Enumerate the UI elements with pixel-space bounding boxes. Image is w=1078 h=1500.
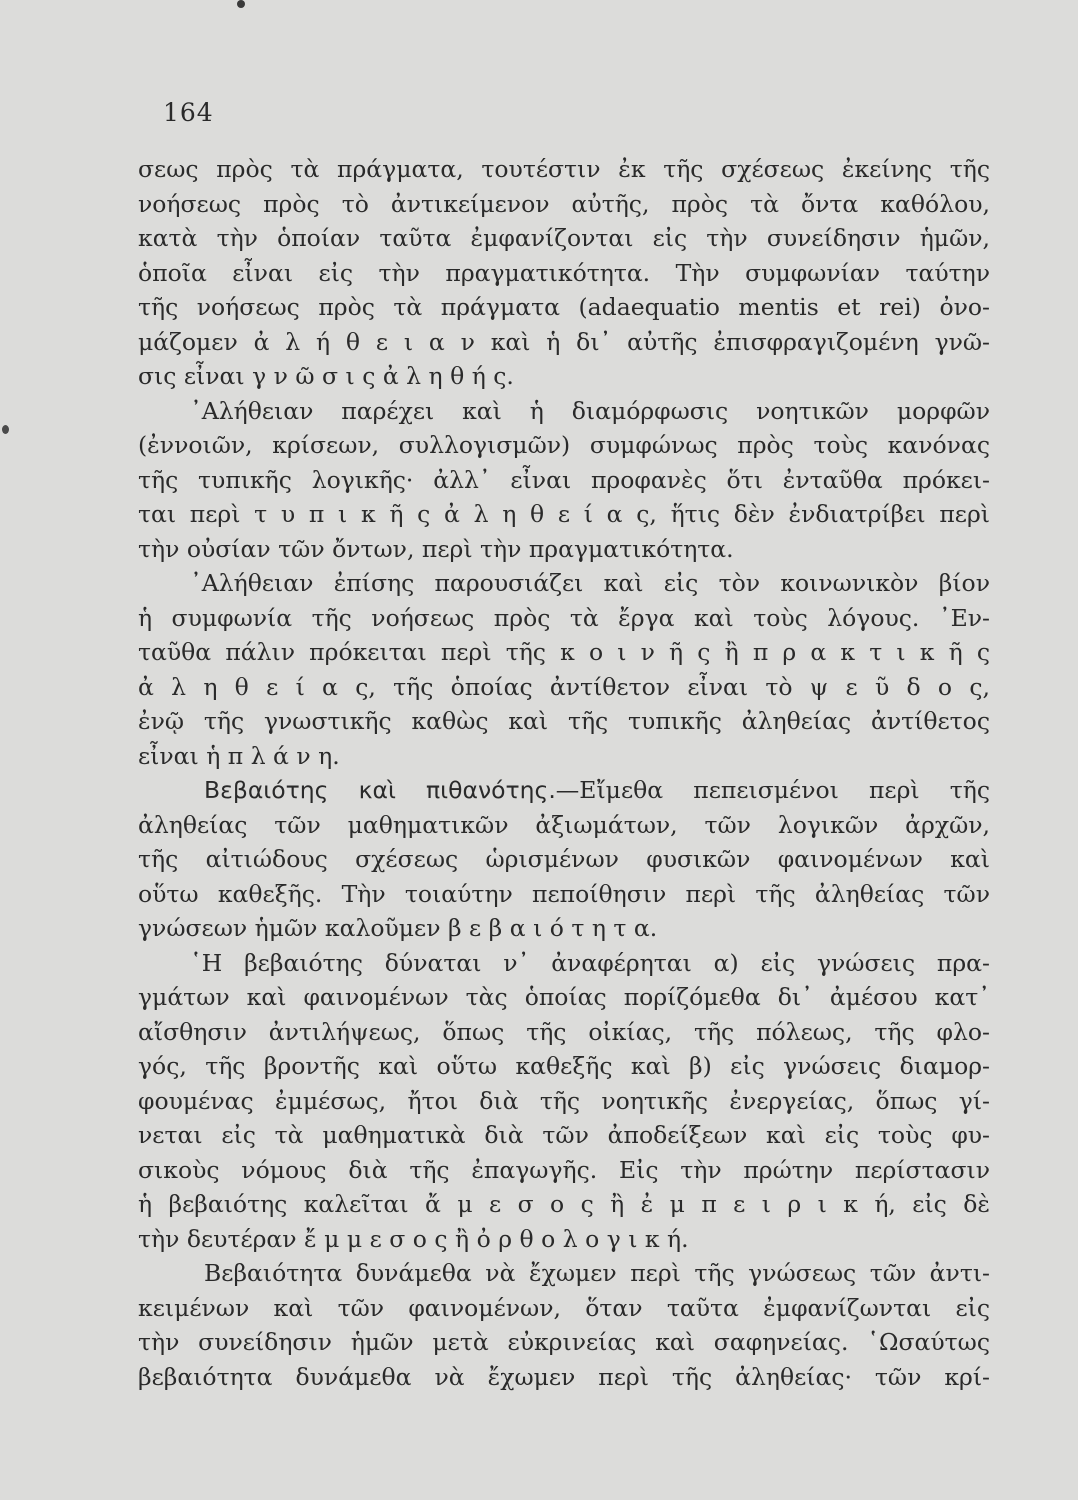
text-line: σεως πρὸς τὰ πράγματα, τουτέστιν ἐκ τῆς σχέσεως ἐκείνης τῆς <box>138 155 990 183</box>
text-line: τῆς νοήσεως πρὸς τὰ πράγματα (adaequatio mentis et rei) ὀνο- <box>138 293 990 321</box>
text-line: ἀ λ η θ ε ί α ς, τῆς ὁποίας ἀντίθετον εἶναι τὸ ψ ε ῦ δ ο ς, <box>138 672 990 701</box>
text-line: βεβαιότητα δυνάμεθα νὰ ἔχωμεν περὶ τῆς ἀληθείας· τῶν κρί- <box>138 1362 990 1391</box>
page-body <box>138 152 990 1394</box>
text-line: κειμένων καὶ τῶν φαινομένων, ὅταν ταῦτα ἐμφανίζωνται εἰς <box>138 1293 990 1322</box>
text-line: ται περὶ τ υ π ι κ ῆ ς ἀ λ η θ ε ί α ς, ἥτις δὲν ἐνδιατρίβει περὶ <box>138 500 990 528</box>
text-line: —Εἴμεθα πεπεισμένοι περὶ τῆς <box>555 776 990 804</box>
text-line: τὴν δευτέραν ἔ μ μ ε σ ο ς ἢ ὀ ρ θ ο λ ο γ ι κ ή. <box>138 1224 689 1253</box>
edge-mark <box>2 425 9 434</box>
text-line: οὕτω καθεξῆς. Τὴν τοιαύτην πεποίθησιν περὶ τῆς ἀληθείας τῶν <box>138 879 990 908</box>
text-line: τῆς τυπικῆς λογικῆς· ἀλλ᾿ εἶναι προφανὲς ὅτι ἐνταῦθα πρόκει- <box>138 465 990 494</box>
text-line: ᾿Αλήθειαν παρέχει καὶ ἡ διαμόρφωσις νοητικῶν μορφῶν <box>190 396 990 425</box>
text-line: φουμένας ἐμμέσως, ἤτοι διὰ τῆς νοητικῆς ἐνεργείας, ὅπως γί- <box>138 1086 990 1115</box>
text-line: σις εἶναι γ ν ῶ σ ι ς ἀ λ η θ ή ς. <box>138 362 514 390</box>
text-line: Βεβαιότητα δυνάμεθα νὰ ἔχωμεν περὶ τῆς γνώσεως τῶν ἀντι- <box>204 1259 990 1287</box>
text-line: εἶναι ἡ π λ ά ν η. <box>138 741 340 770</box>
text-line: κατὰ τὴν ὁποίαν ταῦτα ἐμφανίζονται εἰς τὴν συνείδησιν ἡμῶν, <box>138 224 990 252</box>
text-line: γός, τῆς βροντῆς καὶ οὕτω καθεξῆς καὶ β) εἰς γνώσεις διαμορ- <box>138 1052 990 1080</box>
text-line: σικοὺς νόμους διὰ τῆς ἐπαγωγῆς. Εἰς τὴν πρώτην περίστασιν <box>138 1155 990 1184</box>
text-line: τὴν συνείδησιν ἡμῶν μετὰ εὐκρινείας καὶ σαφηνείας. ῾Ωσαύτως <box>138 1328 990 1356</box>
text-line: νοήσεως πρὸς τὸ ἀντικείμενον αὐτῆς, πρὸς τὰ ὄντα καθόλου, <box>138 189 990 218</box>
text-line: νεται εἰς τὰ μαθηματικὰ διὰ τῶν ἀποδείξεων καὶ εἰς τοὺς φυ- <box>138 1121 990 1149</box>
text-line: ταῦθα πάλιν πρόκειται περὶ τῆς κ ο ι ν ῆ ς ἢ π ρ α κ τ ι κ ῆ ς <box>138 638 990 666</box>
text-line: τῆς αἰτιώδους σχέσεως ὡρισμένων φυσικῶν φαινομένων καὶ <box>138 845 990 873</box>
section-line <box>138 773 990 808</box>
text-line: ἡ συμφωνία τῆς νοήσεως πρὸς τὰ ἔργα καὶ τοὺς λόγους. ᾿Εν- <box>138 603 990 632</box>
text-line: μάζομεν ἀ λ ή θ ε ι α ν καὶ ἡ δι᾿ αὐτῆς ἐπισφραγιζομένη γνῶ- <box>138 327 990 356</box>
text-line: ᾿Αλήθειαν ἐπίσης παρουσιάζει καὶ εἰς τὸν κοινωνικὸν βίον <box>190 569 990 597</box>
ink-dot <box>237 0 245 8</box>
text-line: γμάτων καὶ φαινομένων τὰς ὁποίας πορίζόμεθα δι᾿ ἀμέσου κατ᾿ <box>138 983 990 1011</box>
text-line: γνώσεων ἡμῶν καλοῦμεν β ε β α ι ό τ η τ α. <box>138 914 658 942</box>
text-line: ἐνῷ τῆς γνωστικῆς καθὼς καὶ τῆς τυπικῆς ἀληθείας ἀντίθετος <box>138 707 990 735</box>
text-line: τὴν οὐσίαν τῶν ὄντων, περὶ τὴν πραγματικότητα. <box>138 534 734 563</box>
section-heading: Βεβαιότης καὶ πιθανότης. <box>204 776 556 804</box>
text-line: ἀληθείας τῶν μαθηματικῶν ἀξιωμάτων, τῶν λογικῶν ἀρχῶν, <box>138 810 990 839</box>
text-line: αἴσθησιν ἀντιλήψεως, ὅπως τῆς οἰκίας, τῆς πόλεως, τῆς φλο- <box>138 1017 990 1046</box>
text-line: ὁποῖα εἶναι εἰς τὴν πραγματικότητα. Τὴν συμφωνίαν ταύτην <box>138 258 990 287</box>
text-line: ἡ βεβαιότης καλεῖται ἄ μ ε σ ο ς ἢ ἐ μ π ε ι ρ ι κ ή, εἰς δὲ <box>138 1190 990 1218</box>
page-number: 164 <box>163 98 214 127</box>
text-line: (ἐννοιῶν, κρίσεων, συλλογισμῶν) συμφώνως πρὸς τοὺς κανόνας <box>138 431 990 459</box>
text-line: ῾Η βεβαιότης δύναται ν᾿ ἀναφέρηται α) εἰς γνώσεις πρα- <box>190 948 990 977</box>
